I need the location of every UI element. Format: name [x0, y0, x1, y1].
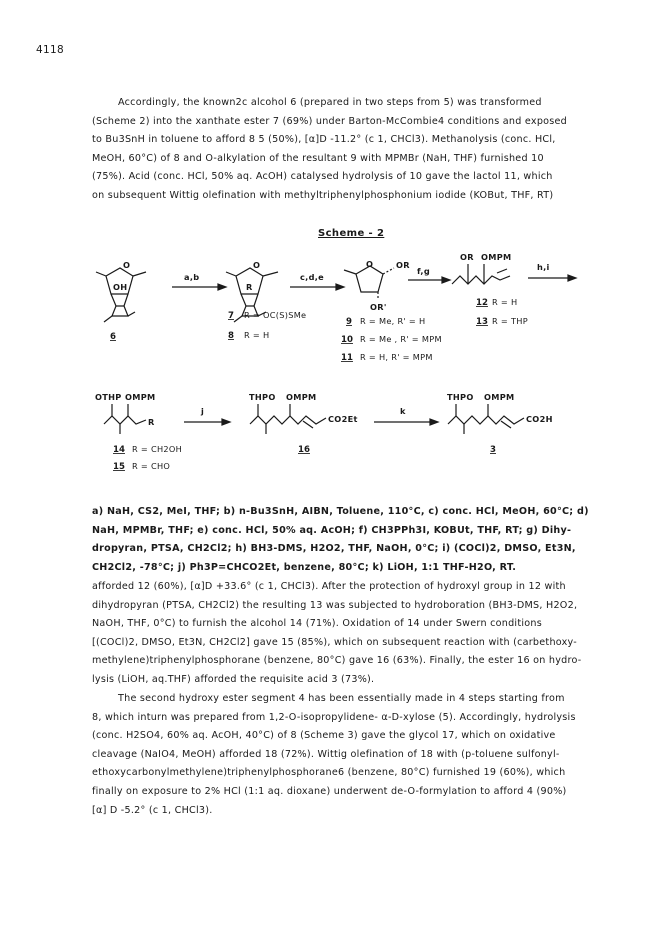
- scheme-2-diagram: [0, 242, 672, 502]
- compound-number: 10: [341, 335, 353, 345]
- ring-oxygen: O: [366, 259, 374, 269]
- text-line: cleavage (NaIO4, MeOH) afforded 18 (72%). Wittig olefination of 18 with (p-toluene sulfonyl-: [92, 748, 560, 760]
- compound-label: R = CH2OH: [132, 444, 183, 454]
- structure-12-13: [452, 276, 510, 284]
- ring-oxygen: O: [253, 260, 261, 270]
- thpo-group: THPO: [447, 392, 474, 402]
- paragraph-second-segment: [92, 690, 608, 820]
- text-line: MeOH, 60°C) of 8 and O-alkylation of the resultant 9 with MPMBr (NaH, THF) furnished 10: [92, 152, 544, 164]
- compound-number: 14: [113, 445, 125, 455]
- text-line: on subsequent Wittig olefination with methyltriphenylphosphonium iodide (KOBut, THF, RT): [92, 189, 554, 201]
- or-group: OR: [396, 260, 410, 270]
- compound-number: 12: [476, 298, 488, 308]
- reagent-label: k: [400, 406, 406, 416]
- alkene-bond: [501, 421, 511, 428]
- compound-label: R = THP: [492, 316, 528, 326]
- paragraph-continuation: [92, 578, 608, 690]
- compound-label: R = CHO: [132, 461, 171, 471]
- text-line: lysis (LiOH, aq.THF) afforded the requisite acid 3 (73%).: [92, 673, 375, 685]
- ring-oxygen: O: [123, 260, 131, 270]
- compound-number: 9: [346, 317, 352, 327]
- text-line: a) NaH, CS2, MeI, THF; b) n-Bu3SnH, AIBN, Toluene, 110°C, c) conc. HCl, MeOH, 60°C; d): [92, 506, 589, 517]
- arrowhead: [218, 284, 226, 290]
- compound-number: 7: [228, 311, 234, 321]
- scheme-title: Scheme - 2: [318, 228, 385, 239]
- page-number: 4118: [36, 44, 64, 56]
- alkene-bond: [303, 421, 313, 428]
- structure-9-11: [344, 266, 394, 300]
- compound-number: 3: [490, 445, 496, 455]
- text-line: [(COCl)2, DMSO, Et3N, CH2Cl2] gave 15 (85%), which on subsequent reaction with (carbethoxy-: [92, 636, 577, 648]
- text-line: CH2Cl2, -78°C; j) Ph3P=CHCO2Et, benzene, 80°C; k) LiOH, 1:1 THF-H2O, RT.: [92, 561, 517, 573]
- reagent-label: c,d,e: [300, 272, 324, 282]
- arrowhead: [442, 277, 450, 283]
- ompm-group: OMPM: [125, 392, 156, 402]
- text-line: (conc. H2SO4, 60% aq. AcOH, 40°C) of 8 (Scheme 3) gave the glycol 17, which on oxidative: [92, 730, 556, 742]
- arrowhead: [568, 275, 576, 281]
- othp-group: OTHP: [95, 392, 122, 402]
- text-line: methylene)triphenylphosphorane (benzene, 80°C) gave 16 (63%). Finally, the ester 16 on hydro-: [92, 655, 582, 667]
- compound-number: 15: [113, 462, 125, 472]
- compound-label: R = H: [244, 330, 270, 340]
- ompm-group: OMPM: [484, 392, 515, 402]
- structure-14-15: [104, 416, 146, 424]
- compound-number: 11: [341, 353, 353, 363]
- compound-number: 6: [110, 332, 116, 342]
- or-prime-group: OR': [370, 302, 387, 312]
- structure-16: [250, 416, 326, 424]
- arrowhead: [430, 419, 438, 425]
- r-group: R: [246, 282, 253, 292]
- compound-label: R = H, R' = MPM: [360, 352, 433, 362]
- reagent-label: f,g: [417, 266, 430, 276]
- reagent-label: h,i: [537, 262, 550, 272]
- text-line: dropyran, PTSA, CH2Cl2; h) BH3-DMS, H2O2, THF, NaOH, 0°C; i) (COCl)2, DMSO, Et3N,: [92, 543, 576, 555]
- compound-label: R = Me, R' = H: [360, 316, 426, 326]
- arrowhead: [222, 419, 230, 425]
- compound-number: 16: [298, 445, 310, 455]
- text-line: NaH, MPMBr, THF; e) conc. HCl, 50% aq. AcOH; f) CH3PPh3I, KOBUt, THF, RT; g) Dihy-: [92, 524, 572, 536]
- oh-group: OH: [113, 282, 128, 292]
- structure-3: [448, 416, 524, 424]
- text-line: dihydropyran (PTSA, CH2Cl2) the resulting 13 was subjected to hydroboration (BH3-DMS, H2O2,: [92, 599, 578, 611]
- arrowhead: [336, 284, 344, 290]
- compound-number: 8: [228, 331, 234, 341]
- text-line: (75%). Acid (conc. HCl, 50% aq. AcOH) catalysed hydrolysis of 10 gave the lactol 11, which: [92, 171, 553, 183]
- text-line: The second hydroxy ester segment 4 has been essentially made in 4 steps starting from: [118, 693, 565, 704]
- ester-group: CO2Et: [328, 414, 358, 424]
- alkene-bond: [497, 269, 507, 273]
- text-line: afforded 12 (60%), [α]D +33.6° (c 1, CHCl3). After the protection of hydroxyl group in 12 with: [92, 581, 566, 592]
- text-line: ethoxycarbonylmethylene)triphenylphosphorane6 (benzene, 80°C) furnished 19 (60%), which: [92, 767, 566, 779]
- acid-group: CO2H: [526, 414, 553, 424]
- thpo-group: THPO: [249, 392, 276, 402]
- structure-6: [96, 268, 146, 322]
- or-group: OR: [460, 252, 474, 262]
- text-line: (Scheme 2) into the xanthate ester 7 (69%) under Barton-McCombie4 conditions and exposed: [92, 115, 568, 127]
- compound-label: R = Me , R' = MPM: [360, 334, 442, 344]
- paragraph-intro: [92, 94, 608, 206]
- text-line: Accordingly, the known2c alcohol 6 (prepared in two steps from 5) was transformed: [118, 97, 542, 108]
- reagent-label: a,b: [184, 272, 200, 282]
- ompm-group: OMPM: [481, 252, 512, 262]
- scheme-footnote: [92, 503, 608, 577]
- ompm-group: OMPM: [286, 392, 317, 402]
- r-group: R: [148, 417, 155, 427]
- reagent-label: j: [201, 406, 205, 416]
- compound-number: 13: [476, 317, 488, 327]
- text-line: to Bu3SnH in toluene to afford 8 5 (50%), [α]D -11.2° (c 1, CHCl3). Methanolysis (conc. HCl,: [92, 134, 556, 146]
- text-line: 8, which inturn was prepared from 1,2-O-isopropylidene- α-D-xylose (5). Accordingly, hydrolysis: [92, 711, 576, 723]
- compound-label: R = H: [492, 297, 518, 307]
- text-line: NaOH, THF, 0°C) to furnish the alcohol 14 (71%). Oxidation of 14 under Swern conditions: [92, 618, 542, 630]
- text-line: [α] D -5.2° (c 1, CHCl3).: [92, 804, 213, 816]
- compound-label: R = OC(S)SMe: [244, 310, 307, 320]
- text-line: finally on exposure to 2% HCl (1:1 aq. dioxane) underwent de-O-formylation to afford 4 (90%): [92, 785, 567, 797]
